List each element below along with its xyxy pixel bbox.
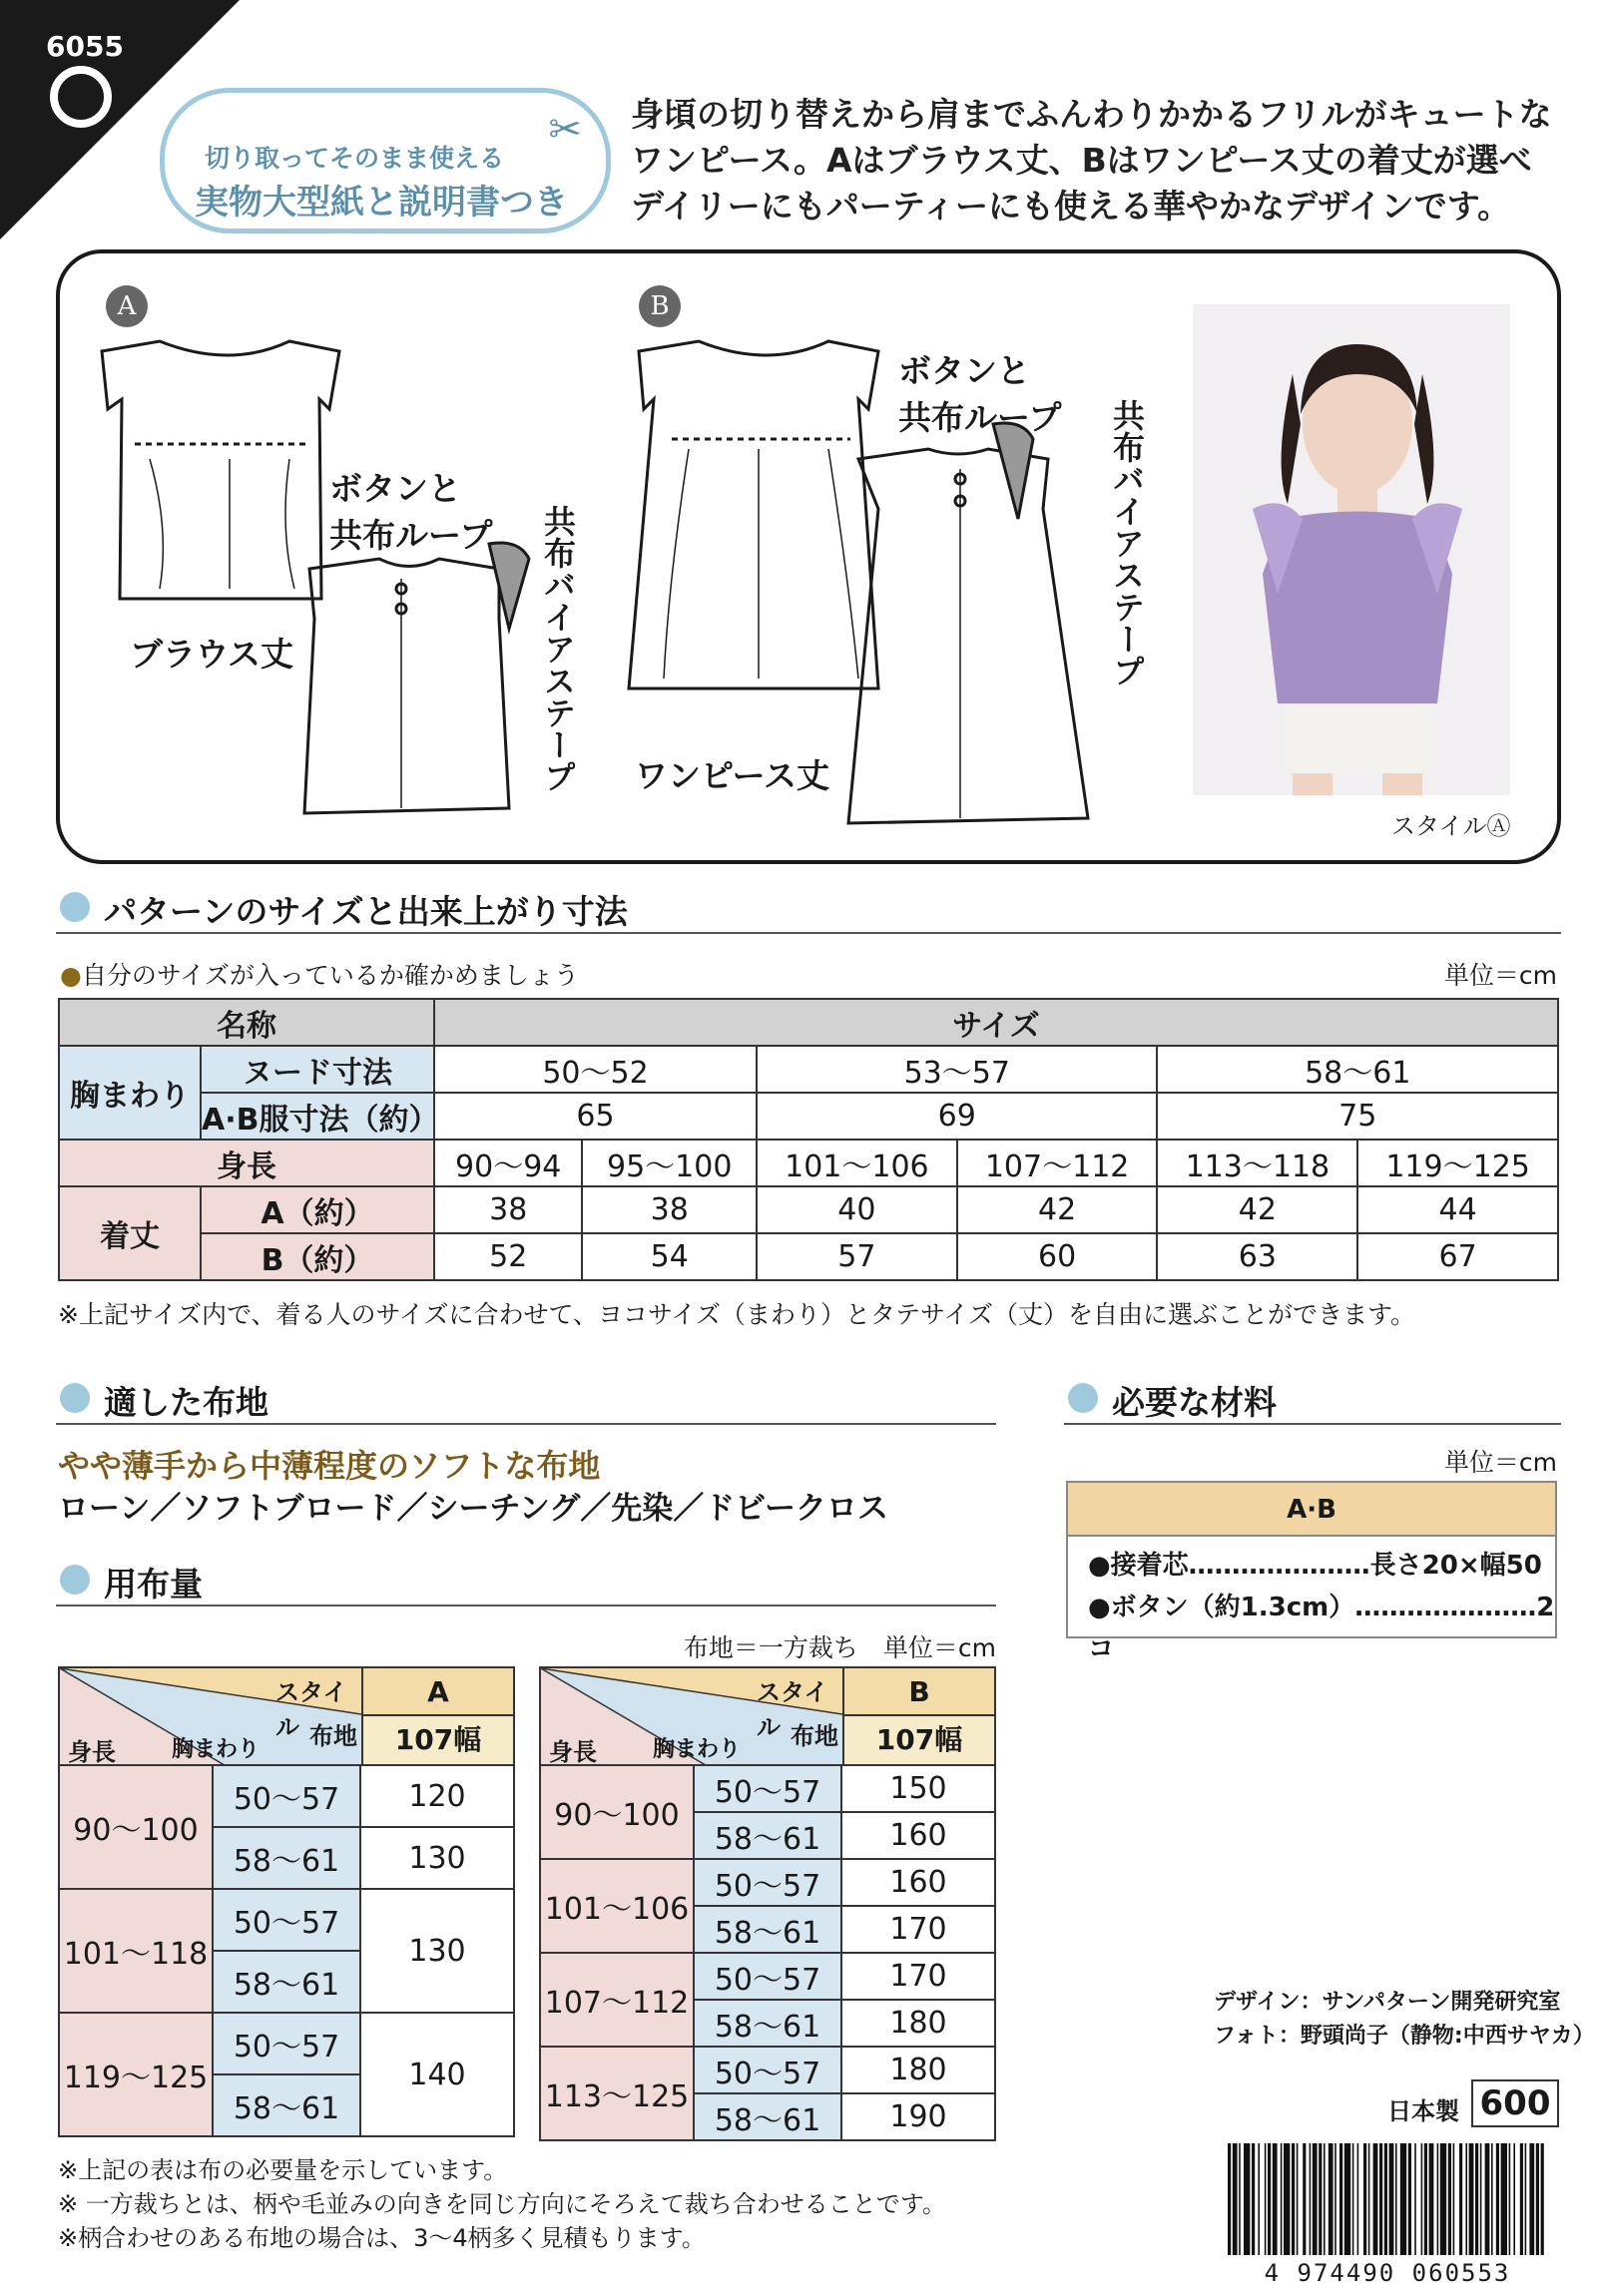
- table-row: [59, 999, 1558, 1046]
- label-line: 共布ループ: [329, 516, 493, 555]
- brand-logo-icon: [50, 66, 112, 128]
- barcode-bar: [1465, 2143, 1467, 2255]
- row-label: B（約）: [201, 1233, 434, 1280]
- value-cell: 160: [841, 1859, 995, 1906]
- barcode-bar: [1329, 2143, 1333, 2255]
- bubble-line-2: 実物大型紙と説明書つき: [195, 183, 568, 223]
- table-cell: 113〜118: [1157, 1140, 1357, 1186]
- barcode-bar: [1379, 2143, 1382, 2255]
- style-b-badge: B: [639, 285, 681, 327]
- materials-unit: 単位＝cm: [1443, 1448, 1557, 1477]
- intro-line: ワンピース。Aはブラウス丈、Bはワンピース丈の着丈が選べ: [631, 141, 1532, 180]
- barcode-bar: [1384, 2143, 1387, 2255]
- table-cell: 38: [582, 1186, 757, 1233]
- pattern-code: 6055: [46, 30, 124, 63]
- model-photo: [1193, 304, 1510, 795]
- barcode-bar: [1339, 2143, 1342, 2255]
- barcode-bar: [1541, 2143, 1544, 2255]
- value-cell: 180: [841, 2000, 995, 2047]
- barcode-bar: [1297, 2143, 1299, 2255]
- value-cell: 120: [360, 1765, 514, 1827]
- table-cell: 63: [1157, 1233, 1357, 1280]
- style-value: B: [844, 1668, 994, 1716]
- height-cell: 107〜112: [540, 1953, 694, 2047]
- barcode-bar: [1437, 2143, 1439, 2255]
- height-label: 身長: [68, 1738, 116, 1764]
- table-header: サイズ: [434, 999, 1558, 1046]
- section-rule: [56, 932, 1561, 934]
- value-cell: 130: [360, 1827, 514, 1889]
- section-rule: [56, 1605, 996, 1607]
- barcode-bar: [1496, 2143, 1499, 2255]
- table-cell: 107〜112: [957, 1140, 1158, 1186]
- chest-cell: 50〜57: [213, 1765, 360, 1827]
- button-loop-label-a: [329, 463, 492, 557]
- barcode-bar: [1389, 2143, 1394, 2255]
- dress-length-label: ワンピース丈: [635, 756, 830, 795]
- note-line: ※ 一方裁ちとは、柄や毛並みの向きを同じ方向にそろえて裁ち合わせることです。: [58, 2190, 946, 2218]
- label-line: ボタンと: [329, 469, 461, 508]
- table-row: [59, 1093, 1558, 1140]
- section-rule: [1064, 1423, 1561, 1425]
- table-row: [540, 1953, 995, 2000]
- barcode-bar: [1475, 2143, 1478, 2255]
- bullet-icon: ●: [60, 961, 82, 990]
- yardage-head: [58, 1666, 515, 1766]
- fabric-section-title: 適した布地: [56, 1377, 268, 1424]
- style-col: [361, 1668, 513, 1764]
- value-cell: 150: [841, 1765, 995, 1812]
- table-row: [59, 1233, 1558, 1280]
- barcode-bars: [1224, 2143, 1551, 2255]
- barcode-bar: [1395, 2143, 1397, 2255]
- barcode-bar: [1400, 2143, 1406, 2255]
- intro-text: [631, 92, 1569, 230]
- note-line: ※上記の表は布の必要量を示しています。: [58, 2156, 508, 2184]
- feature-bubble: [160, 88, 611, 233]
- barcode: [1224, 2143, 1551, 2287]
- style-a-badge: A: [106, 285, 148, 327]
- barcode-bar: [1313, 2143, 1318, 2255]
- table-cell: 54: [582, 1233, 757, 1280]
- chest-cell: 58〜61: [694, 1906, 841, 1953]
- table-cell: 57: [757, 1233, 957, 1280]
- barcode-bar: [1244, 2143, 1250, 2255]
- chest-cell: 58〜61: [694, 1812, 841, 1859]
- height-cell: 113〜125: [540, 2047, 694, 2140]
- table-cell: 95〜100: [582, 1140, 757, 1186]
- diagonal-header: [541, 1668, 842, 1764]
- value-cell: 170: [841, 1906, 995, 1953]
- table-cell: 38: [434, 1186, 582, 1233]
- barcode-digits: 4 974490 060553: [1264, 2259, 1511, 2287]
- barcode-bar: [1233, 2143, 1238, 2255]
- size-footnote: ※上記サイズ内で、着る人のサイズに合わせて、ヨコサイズ（まわり）とタテサイズ（丈）を自由に選ぶことができます。: [58, 1300, 1415, 1329]
- style-value: A: [363, 1668, 513, 1716]
- chest-cell: 50〜57: [694, 1953, 841, 2000]
- made-in: 日本製: [1387, 2097, 1459, 2125]
- barcode-bar: [1273, 2143, 1278, 2255]
- chest-cell: 50〜57: [694, 1859, 841, 1906]
- size-unit: 単位＝cm: [1443, 961, 1557, 990]
- barcode-bar: [1268, 2143, 1271, 2255]
- materials-item: ●接着芯…………………長さ20×幅50: [1088, 1551, 1542, 1581]
- materials-header: A·B: [1068, 1483, 1555, 1537]
- note-line: ※柄合わせのある布地の場合は、3〜4柄多く見積もります。: [58, 2224, 706, 2252]
- height-cell: 101〜106: [540, 1859, 694, 1953]
- table-cell: 58〜61: [1157, 1046, 1558, 1093]
- barcode-bar: [1453, 2143, 1455, 2255]
- barcode-bar: [1429, 2143, 1434, 2255]
- chest-cell: 58〜61: [213, 1827, 360, 1889]
- value-cell: 140: [360, 2013, 514, 2136]
- barcode-bar: [1303, 2143, 1306, 2255]
- row-group-label: 着丈: [59, 1186, 201, 1280]
- row-label: 身長: [59, 1140, 434, 1186]
- barcode-bar: [1310, 2143, 1312, 2255]
- table-cell: 42: [957, 1186, 1158, 1233]
- barcode-bar: [1239, 2143, 1241, 2255]
- style-label: スタイル: [757, 1678, 828, 1741]
- row-label: A·B服寸法（約）: [201, 1093, 434, 1140]
- photo-credit: フォト：野頭尚子（静物:中西サヤカ）: [1214, 2024, 1595, 2049]
- materials-box: [1066, 1481, 1557, 1664]
- yardage-table-a: [58, 1666, 515, 2137]
- yardage-body-a: [58, 1764, 515, 2137]
- blouse-length-label: ブラウス丈: [130, 635, 294, 674]
- width-label: 107幅: [363, 1716, 513, 1764]
- price: 600: [1471, 2079, 1559, 2127]
- barcode-bar: [1459, 2143, 1462, 2255]
- barcode-bar: [1352, 2143, 1354, 2255]
- barcode-bar: [1485, 2143, 1490, 2255]
- barcode-bar: [1228, 2143, 1231, 2255]
- scissors-icon: ✂: [548, 107, 582, 153]
- height-cell: 101〜118: [59, 1889, 213, 2013]
- height-label: 身長: [549, 1738, 597, 1764]
- barcode-bar: [1319, 2143, 1322, 2255]
- size-section-title: パターンのサイズと出来上がり寸法: [56, 886, 628, 933]
- barcode-bar: [1357, 2143, 1359, 2255]
- barcode-bar: [1513, 2143, 1515, 2255]
- barcode-bar: [1252, 2143, 1255, 2255]
- barcode-bar: [1440, 2143, 1446, 2255]
- table-cell: 75: [1157, 1093, 1558, 1140]
- barcode-bar: [1324, 2143, 1326, 2255]
- table-header: 名称: [59, 999, 434, 1046]
- diagonal-header: [60, 1668, 361, 1764]
- barcode-bar: [1421, 2143, 1423, 2255]
- table-row: [59, 1765, 514, 1827]
- intro-line: 身頃の切り替えから肩までふんわりかかるフリルがキュートな: [631, 95, 1552, 134]
- chest-cell: 58〜61: [694, 2093, 841, 2140]
- fabric-headline: やや薄手から中薄程度のソフトな布地: [58, 1447, 601, 1485]
- barcode-bar: [1363, 2143, 1366, 2255]
- barcode-bar: [1265, 2143, 1267, 2255]
- chest-cell: 58〜61: [213, 2074, 360, 2136]
- intro-line: デイリーにもパーティーにも使える華やかなデザインです。: [631, 187, 1511, 226]
- table-cell: 69: [757, 1093, 1157, 1140]
- table-cell: 50〜52: [434, 1046, 757, 1093]
- row-label: ヌード寸法: [201, 1046, 434, 1093]
- height-cell: 119〜125: [59, 2013, 213, 2136]
- table-cell: 52: [434, 1233, 582, 1280]
- height-cell: 90〜100: [59, 1765, 213, 1889]
- yardage-head: [539, 1666, 996, 1766]
- size-table: [58, 998, 1559, 1281]
- table-cell: 119〜125: [1357, 1140, 1558, 1186]
- table-row: [540, 1859, 995, 1906]
- section-rule: [56, 1423, 996, 1425]
- design-credit: デザイン：サンパターン開発研究室: [1214, 1990, 1561, 2015]
- row-label: A（約）: [201, 1186, 434, 1233]
- barcode-bar: [1334, 2143, 1336, 2255]
- size-subtitle: [60, 956, 579, 992]
- barcode-bar: [1424, 2143, 1427, 2255]
- style-col: [842, 1668, 994, 1764]
- table-cell: 44: [1357, 1186, 1558, 1233]
- barcode-bar: [1414, 2143, 1416, 2255]
- value-cell: 190: [841, 2093, 995, 2140]
- table-row: [540, 2047, 995, 2093]
- value-cell: 130: [360, 1889, 514, 2013]
- table-row: [59, 2013, 514, 2074]
- table-cell: 42: [1157, 1186, 1357, 1233]
- chest-cell: 50〜57: [213, 1889, 360, 1951]
- value-cell: 170: [841, 1953, 995, 2000]
- barcode-bar: [1536, 2143, 1539, 2255]
- label-line: 共布ループ: [898, 398, 1062, 437]
- cloth-label: 布地: [309, 1722, 357, 1750]
- width-label: 107幅: [844, 1716, 994, 1764]
- chest-cell: 58〜61: [213, 1951, 360, 2013]
- barcode-bar: [1491, 2143, 1493, 2255]
- materials-item: ●ボタン（約1.3cm）…………………2コ: [1088, 1593, 1555, 1664]
- table-row: [59, 1140, 1558, 1186]
- photo-caption: スタイルⒶ: [1391, 812, 1511, 840]
- barcode-bar: [1509, 2143, 1511, 2255]
- size-subtitle-text: 自分のサイズが入っているか確かめましょう: [81, 961, 579, 990]
- bias-tape-label-a: 共布バイアステープ: [539, 505, 577, 792]
- barcode-bar: [1292, 2143, 1295, 2255]
- value-cell: 180: [841, 2047, 995, 2093]
- chest-label: 胸まわり: [653, 1737, 742, 1762]
- table-row: [59, 1046, 1558, 1093]
- cloth-label: 布地: [791, 1722, 838, 1750]
- barcode-bar: [1258, 2143, 1260, 2255]
- bubble-line-1: 切り取ってそのまま使える: [205, 144, 505, 173]
- table-row: [540, 1765, 995, 1812]
- fabric-list: ローン／ソフトブロード／シーチング／先染／ドビークロス: [58, 1491, 889, 1527]
- table-cell: 90〜94: [434, 1140, 582, 1186]
- button-loop-label-b: [898, 345, 1061, 439]
- row-group-label: 胸まわり: [59, 1046, 201, 1140]
- blouse-front-drawing: [102, 341, 339, 599]
- table-cell: 65: [434, 1093, 757, 1140]
- barcode-bar: [1368, 2143, 1370, 2255]
- table-cell: 101〜106: [757, 1140, 957, 1186]
- table-cell: 67: [1357, 1233, 1558, 1280]
- model-photo-image: [1193, 304, 1510, 795]
- barcode-bar: [1520, 2143, 1523, 2255]
- barcode-bar: [1373, 2143, 1378, 2255]
- barcode-bar: [1525, 2143, 1527, 2255]
- table-cell: 40: [757, 1186, 957, 1233]
- barcode-bar: [1284, 2143, 1290, 2255]
- barcode-bar: [1344, 2143, 1350, 2255]
- height-cell: 90〜100: [540, 1765, 694, 1859]
- barcode-bar: [1448, 2143, 1451, 2255]
- chest-cell: 50〜57: [213, 2013, 360, 2074]
- barcode-bar: [1529, 2143, 1534, 2255]
- barcode-bar: [1281, 2143, 1283, 2255]
- yardage-notes: [58, 2153, 946, 2255]
- yardage-section-title: 用布量: [56, 1559, 203, 1606]
- label-line: ボタンと: [898, 351, 1030, 390]
- table-row: [59, 1186, 1558, 1233]
- table-row: [59, 1889, 514, 1951]
- barcode-bar: [1480, 2143, 1482, 2255]
- value-cell: 160: [841, 1812, 995, 1859]
- blouse-back-drawing: [304, 559, 509, 813]
- yardage-note: 布地＝一方裁ち 単位＝cm: [683, 1633, 996, 1662]
- yardage-table-b: [539, 1666, 996, 2141]
- barcode-bar: [1469, 2143, 1474, 2255]
- dress-back-drawing: [848, 449, 1088, 823]
- barcode-bar: [1408, 2143, 1411, 2255]
- materials-section-title: 必要な材料: [1064, 1377, 1277, 1424]
- chest-label: 胸まわり: [172, 1737, 261, 1762]
- bias-tape-label-b: 共布バイアステープ: [1108, 399, 1146, 687]
- table-cell: 60: [957, 1233, 1158, 1280]
- chest-cell: 50〜57: [694, 2047, 841, 2093]
- credits: [1214, 1986, 1595, 2054]
- yardage-body-b: [539, 1764, 996, 2141]
- chest-cell: 58〜61: [694, 2000, 841, 2047]
- chest-cell: 50〜57: [694, 1765, 841, 1812]
- table-cell: 53〜57: [757, 1046, 1157, 1093]
- style-label: スタイル: [275, 1678, 347, 1741]
- barcode-bar: [1501, 2143, 1507, 2255]
